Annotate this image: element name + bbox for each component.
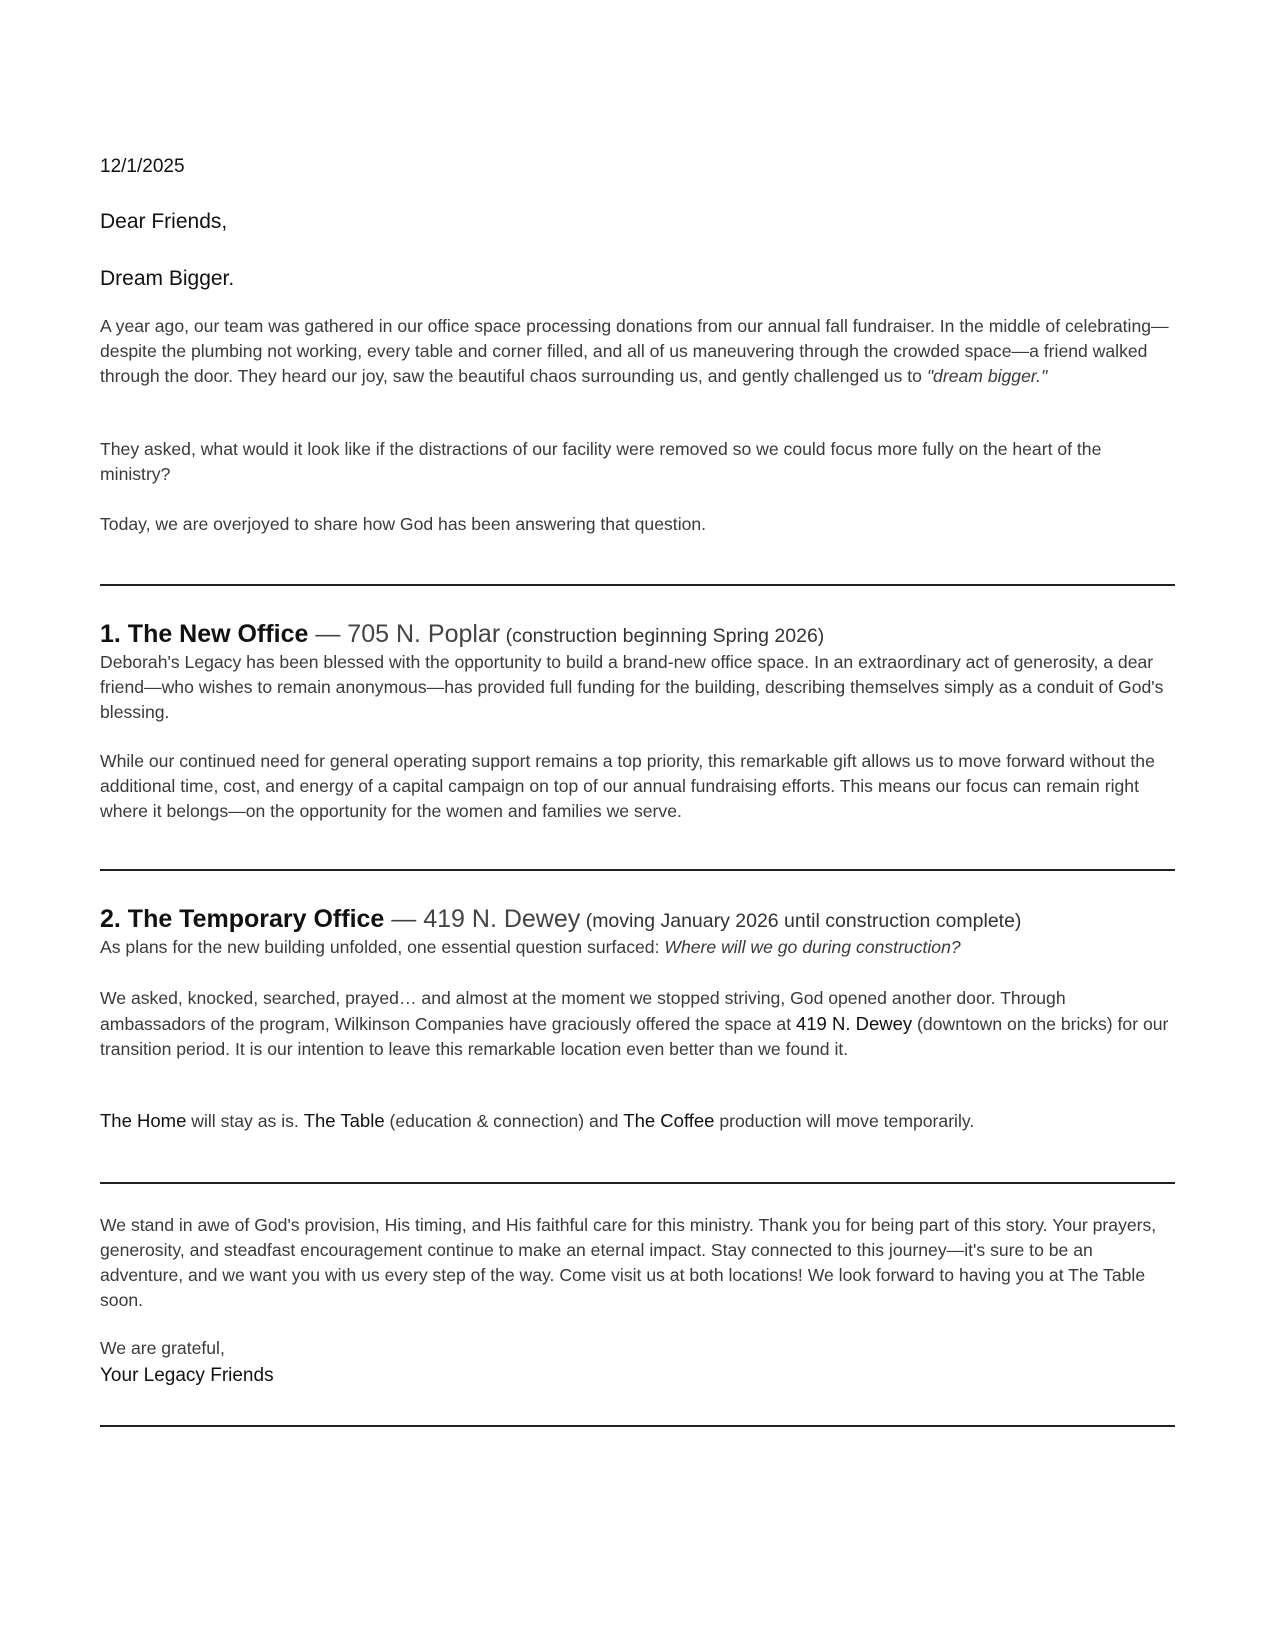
intro-paragraph-1 — [100, 314, 1175, 389]
section-2-paragraph-3 — [100, 1108, 1175, 1134]
signature: Your Legacy Friends — [100, 1365, 274, 1386]
section-2-heading: 2. The Temporary Office — [100, 905, 385, 933]
section-1-dash: — — [308, 620, 348, 648]
intro-paragraph-3: Today, we are overjoyed to share how God has been answering that question. — [100, 514, 707, 534]
intro-paragraph-2: They asked, what would it look like if the distractions of our facility were removed so we could focus more fully on the heart of the ministry? — [100, 439, 1102, 484]
headline: Dream Bigger. — [100, 267, 235, 290]
valediction: We are grateful, — [100, 1338, 225, 1358]
section-2-paragraph-1 — [100, 935, 1175, 960]
section-2-paragraph-2-text-a: We asked, knocked, searched, prayed… and almost at the moment we stopped striving, God opened another door. Through ambassadors of the program, Wilkinson Companies have graciously offered the space at — [100, 988, 1066, 1034]
section-1-title — [100, 618, 824, 652]
divider-2 — [100, 869, 1175, 871]
section-2-paragraph-2 — [100, 986, 1175, 1062]
section-1-paragraph-2: While our continued need for general operating support remains a top priority, this remarkable gift allows us to move forward without the additional time, cost, and energy of a capital campaign on top of our annual fundraising efforts. This means our focus can remain right where it belongs—on the opportunity for the women and families we serve. — [100, 751, 1155, 821]
divider-1 — [100, 584, 1175, 586]
section-2-paragraph-3-text-c: production will move temporarily. — [714, 1111, 975, 1131]
section-2-paragraph-3-text-a: will stay as is. — [186, 1111, 304, 1131]
section-1-paragraph-1: Deborah's Legacy has been blessed with the opportunity to build a brand-new office space. In an extraordinary act of generosity, a dear friend—who wishes to remain anonymous—has provided full funding for the building, describing themselves simply as a conduit of God's blessing. — [100, 652, 1164, 722]
section-2-dash: — — [384, 905, 424, 933]
section-2-paragraph-1-question: Where will we go during construction? — [664, 937, 961, 957]
section-2-paragraph-1-text: As plans for the new building unfolded, one essential question surfaced: — [100, 937, 665, 957]
section-1-heading: 1. The New Office — [100, 620, 309, 648]
section-1-address: 705 N. Poplar — [347, 620, 501, 648]
section-2-note: (moving January 2026 until construction complete) — [580, 910, 1022, 932]
divider-4 — [100, 1425, 1175, 1427]
the-home-label: The Home — [100, 1110, 187, 1131]
the-coffee-label: The Coffee — [623, 1110, 715, 1131]
section-2-address: 419 N. Dewey — [423, 905, 581, 933]
closing-paragraph: We stand in awe of God's provision, His timing, and His faithful care for this ministry. Thank you for being part of this story. Your prayers, generosity, and steadfast encouragement continue to make an eternal impact. Stay connected to this journey—it's sure to be an adventure, and we want you with us every step of the way. Come visit us at both locations! We look forward to having you at The Table soon. — [100, 1215, 1157, 1310]
letter-date: 12/1/2025 — [100, 156, 185, 177]
section-2-paragraph-2-address: 419 N. Dewey — [795, 1013, 913, 1034]
greeting: Dear Friends, — [100, 210, 228, 233]
intro-paragraph-1-quote: "dream bigger." — [926, 366, 1048, 386]
section-1-note: (construction beginning Spring 2026) — [500, 625, 825, 647]
divider-3 — [100, 1182, 1175, 1184]
section-2-paragraph-2-text-b: (downtown on the bricks) for our transition period. It is our intention to leave this remarkable location even better than we found it. — [100, 1014, 1169, 1059]
intro-paragraph-1-text: A year ago, our team was gathered in our office space processing donations from our annual fall fundraiser. In the middle of celebrating—despite the plumbing not working, every table and corner filled, and all of us maneuvering through the crowded space—a friend walked through the door. They heard our joy, saw the beautiful chaos surrounding us, and gently challenged us to — [100, 316, 1169, 386]
the-table-label: The Table — [303, 1110, 385, 1131]
section-2-title — [100, 903, 1021, 937]
section-2-paragraph-3-text-b: (education & connection) and — [384, 1111, 624, 1131]
